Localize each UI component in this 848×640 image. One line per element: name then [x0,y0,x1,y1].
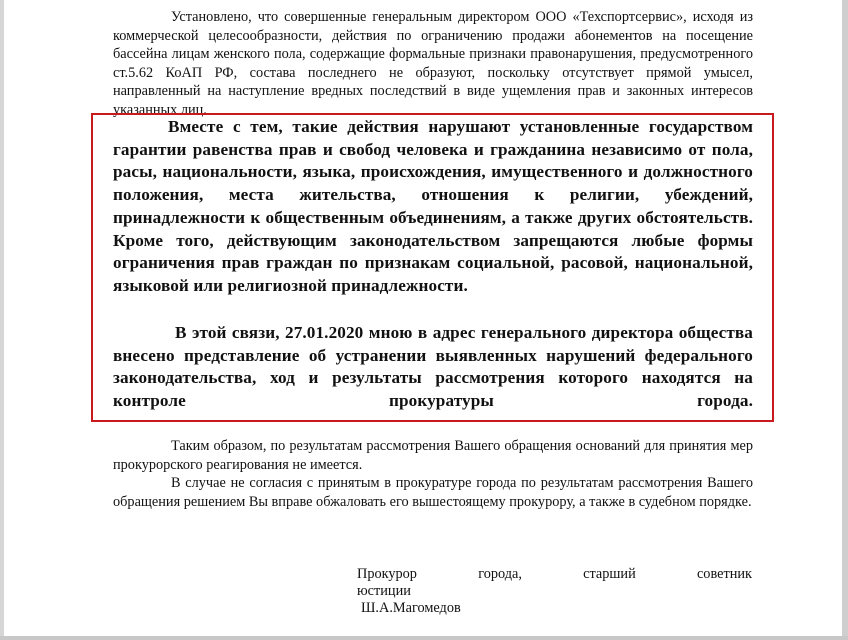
page-edge-left [0,0,4,640]
page-edge-right [842,0,848,640]
paragraph-appeal: В случае не согласия с принятым в прокуратуре города по результатам рассмотрения Вашего обращения решением Вы вправе обжаловать его вышестоящему прокурору, а также в судебном порядке. [113,475,753,510]
signature-name: Ш.А.Магомедов [361,600,461,616]
signature-rank-line [357,565,752,583]
paragraph-conclusion: Таким образом, по результатам рассмотрения Вашего обращения оснований для принятия мер прокурорского реагирования не имеется. [113,438,753,473]
highlighted-paragraph-representation: В этой связи, 27.01.2020 мною в адрес генерального директора общества внесено представление об устранении выявленных нарушений федерального законодательства, ход и результаты рассмотрения которого находятся на контроле прокуратуры города. [113,323,753,411]
page-edge-bottom [0,636,848,640]
paragraph-findings: Установлено, что совершенные генеральным директором ООО «Техспортсервис», исходя из коммерческой целесообразности, действия по ограничению продажи абонементов на посещение бассейна лицам женского пола, содержащие формальные признаки правонарушения, предусмотренного ст.5.62 КоАП РФ, состава последнего не образуют, поскольку отсутствует прямой умысел, направленный на наступление вредных последствий в виде ущемления прав и законных интересов указанных лиц. [113,9,753,118]
signature-word: советник [696,566,752,582]
signature-word: Прокурор [357,566,417,582]
signature-word: старший [583,566,636,582]
signature-word: города, [478,566,522,582]
signature-rank-line-2: юстиции [357,583,411,599]
highlighted-paragraph-violations: Вместе с тем, такие действия нарушают установленные государством гарантии равенства прав и свобод человека и гражданина независимо от пола, расы, национальности, языка, происхождения, имущественного и должностного положения, места жительства, отношения к религии, убеждений, принадлежности к общественным объединениям, а также других обстоятельств. Кроме того, действующим законодательством запрещаются любые формы ограничения прав граждан по признакам социальной, расовой, национальной, языковой или религиозной принадлежности. [113,117,753,295]
